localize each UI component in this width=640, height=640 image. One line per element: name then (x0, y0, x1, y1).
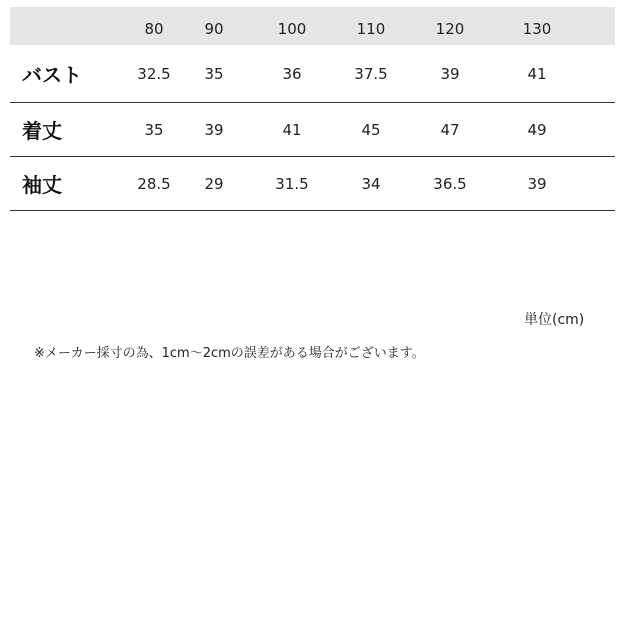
header-cell-size: 80 (144, 20, 164, 38)
table-cell: 32.5 (137, 64, 171, 83)
table-cell: 39 (440, 64, 460, 83)
table-cell: 39 (527, 174, 547, 193)
table-cell: 28.5 (137, 174, 171, 193)
row-label-bust: バスト (22, 63, 82, 87)
table-cell: 35 (144, 120, 164, 139)
header-cell-size: 90 (204, 20, 224, 38)
table-cell: 36 (282, 64, 302, 83)
table-cell: 34 (361, 174, 381, 193)
table-cell: 45 (361, 120, 381, 139)
row-label-sleeve: 袖丈 (22, 173, 62, 197)
header-cell-size: 120 (435, 20, 465, 38)
table-cell: 35 (204, 64, 224, 83)
table-cell: 29 (204, 174, 224, 193)
table-row-sleeve (10, 157, 615, 211)
table-cell: 41 (527, 64, 547, 83)
table-cell: 39 (204, 120, 224, 139)
header-cell-size: 100 (277, 20, 307, 38)
size-table (10, 7, 615, 211)
header-cell-size: 110 (356, 20, 386, 38)
table-cell: 41 (282, 120, 302, 139)
table-cell: 31.5 (275, 174, 309, 193)
table-cell: 49 (527, 120, 547, 139)
table-row-bust (10, 45, 615, 103)
table-row-length (10, 103, 615, 157)
header-cell-size: 130 (522, 20, 552, 38)
table-cell: 37.5 (354, 64, 388, 83)
table-cell: 47 (440, 120, 460, 139)
measurement-note: ※メーカー採寸の為、1cm〜2cmの誤差がある場合がございます。 (34, 346, 425, 361)
table-cell: 36.5 (433, 174, 467, 193)
unit-label: 単位(cm) (524, 312, 585, 328)
table-header-row (10, 7, 615, 45)
row-label-length: 着丈 (22, 119, 62, 143)
